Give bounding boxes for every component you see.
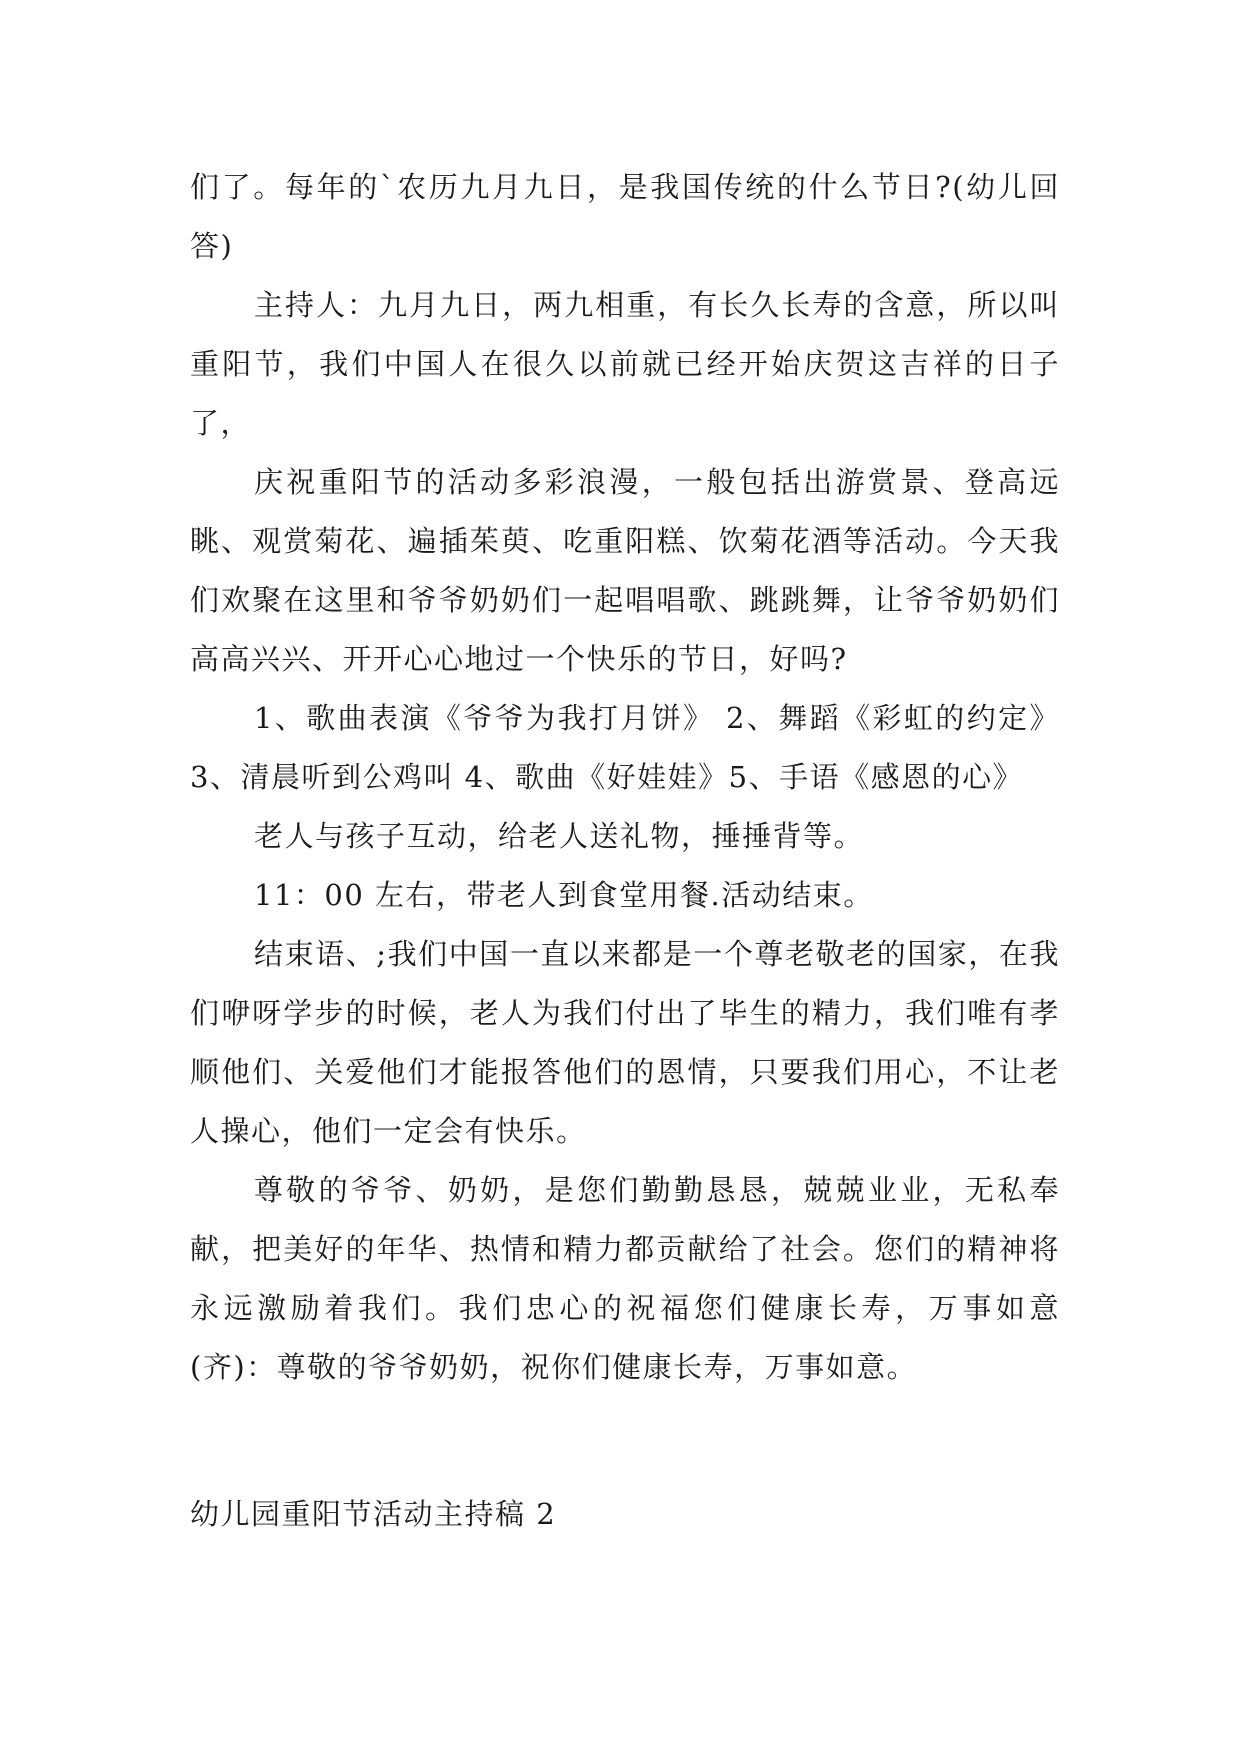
paragraph-4: 1、歌曲表演《爷爷为我打月饼》 2、舞蹈《彩虹的约定》 3、清晨听到公鸡叫 4、歌曲《好娃娃》5、手语《感恩的心》: [190, 701, 1060, 794]
paragraph-1: 们了。每年的`农历九月九日，是我国传统的什么节日?(幼儿回答): [190, 170, 1060, 263]
paragraph-5: 老人与孩子互动，给老人送礼物，捶捶背等。: [254, 819, 865, 853]
paragraph-2: 主持人：九月九日，两九相重，有长久长寿的含意，所以叫重阳节，我们中国人在很久以前就已经开始庆贺这吉祥的日子了，: [190, 288, 1060, 440]
paragraph-3: 庆祝重阳节的活动多彩浪漫，一般包括出游赏景、登高远眺、观赏菊花、遍插茱萸、吃重阳糕、饮菊花酒等活动。今天我们欢聚在这里和爷爷奶奶们一起唱唱歌、跳跳舞，让爷爷奶奶们高高兴兴、开开心心地过一个快乐的节日，好吗?: [190, 465, 1060, 676]
paragraph-7: 结束语、;我们中国一直以来都是一个尊老敬老的国家，在我们咿呀学步的时候，老人为我们付出了毕生的精力，我们唯有孝顺他们、关爱他们才能报答他们的恩情，只要我们用心，不让老人操心，他们一定会有快乐。: [190, 937, 1060, 1148]
paragraph-6: 11：00 左右，带老人到食堂用餐.活动结束。: [254, 878, 874, 912]
section-title: 幼儿园重阳节活动主持稿 2: [190, 1497, 557, 1531]
paragraph-8: 尊敬的爷爷、奶奶，是您们勤勤恳恳，兢兢业业，无私奉献，把美好的年华、热情和精力都贡献给了社会。您们的精神将永远激励着我们。我们忠心的祝福您们健康长寿，万事如意(齐)：尊敬的爷爷奶奶，祝你们健康长寿，万事如意。: [190, 1173, 1060, 1384]
document-body: [190, 158, 1060, 1397]
